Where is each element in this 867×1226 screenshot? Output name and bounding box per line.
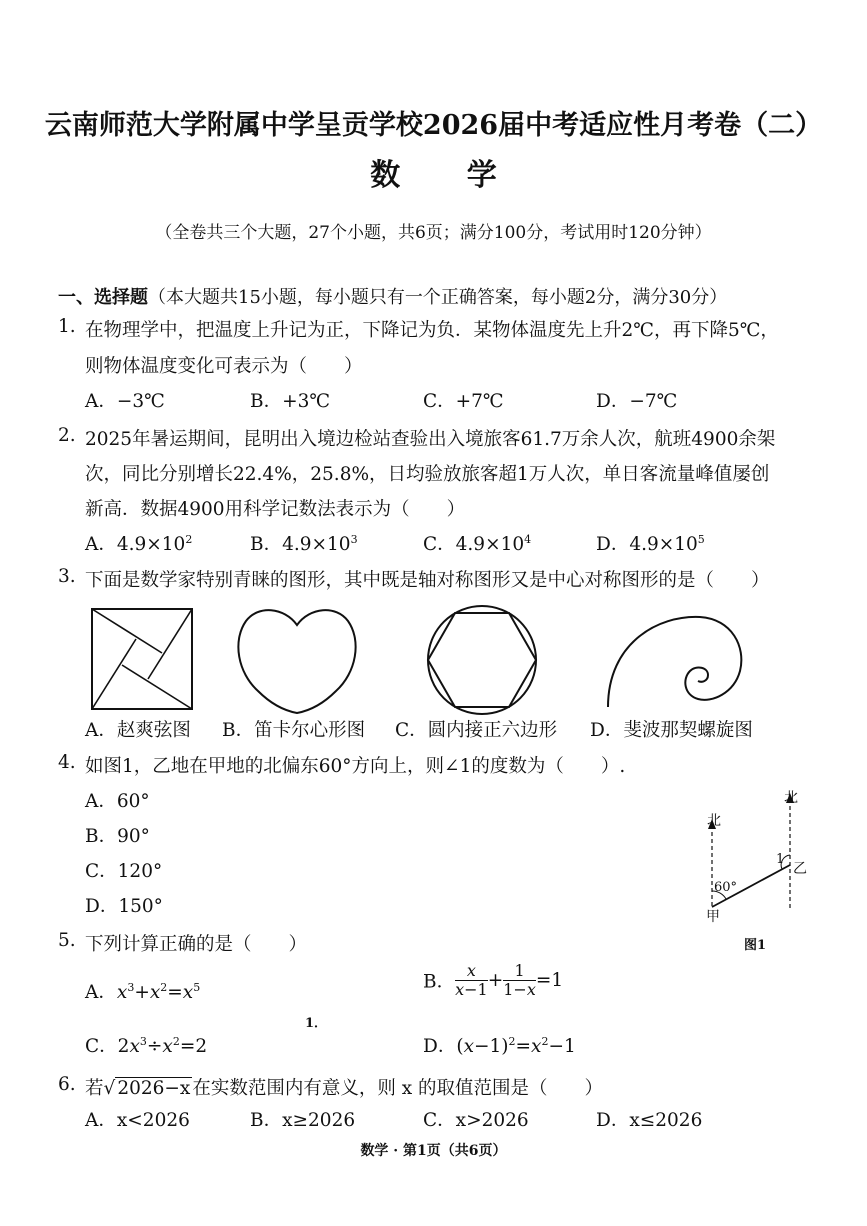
q2-num: 2. [58,425,76,446]
figure-label-yi: 乙 [793,861,807,877]
q3-num: 3. [58,566,76,587]
q2-option-c: C．$4.9\times 10^4$ [423,532,532,555]
subject-title: 数 学 [370,158,525,193]
q3-option-c: C．圆内接正六边形 [395,720,558,741]
q1-num: 1. [58,316,76,337]
q3-option-d: D．斐波那契螺旋图 [590,720,753,741]
q1-option-b: B．+3℃ [250,391,331,412]
q6-option-b: B．x≥2026 [250,1110,356,1131]
q6-num: 6. [58,1074,76,1095]
zhaoshuang-figure [90,607,194,711]
q2-line2: 次，同比分别增长22.4%，25.8%，日均验放旅客超1万人次，单日客流量峰值屡创 [85,464,770,485]
q3-option-a: A．赵爽弦图 [85,720,191,741]
q4-option-b: B．90° [85,826,150,847]
q6-option-c: C．x>2026 [423,1110,529,1131]
figure-angle-1: 1 [776,852,785,867]
q5-option-a: A．$x^3+x^2=x^5$ [85,980,201,1003]
cardioid-figure [234,603,360,715]
q1-line2: 则物体温度变化可表示为（ ） [85,356,363,377]
q6-line1: 若√ 2026−x 在实数范围内有意义，则 x 的取值范围是（ ） [85,1078,604,1099]
q5-option-d: D．$(x-1)^2=x^2-1$ [423,1034,576,1057]
q1-option-d: D．−7℃ [596,391,678,412]
q1-option-a: A．−3℃ [85,391,165,412]
q5-num: 5. [58,930,76,951]
q2-option-a: A．$4.9\times 10^2$ [85,532,193,555]
q5-option-c: C．$2x^3\div x^2=2$ [85,1034,208,1057]
q4-option-a: A．60° [85,791,150,812]
section-desc: （本大题共15小题，每小题只有一个正确答案，每小题2分，满分30分） [148,287,728,308]
q3-line1: 下面是数学家特别青睐的图形，其中既是轴对称图形又是中心对称图形的是（ ） [85,570,770,591]
q1-line1: 在物理学中，把温度上升记为正，下降记为负．某物体温度先上升2℃，再下降5℃， [85,320,779,341]
q4-option-c: C．120° [85,861,163,882]
q5-option-b: B． $\frac{x}{x-1}$ + $\frac{1}{1-x}$ =1 [423,961,564,999]
q4-line1: 如图1，乙地在甲地的北偏东60°方向上，则∠1的度数为（ ）. [85,756,626,777]
section-title: 一、选择题 [58,287,148,308]
q6-radicand: 2026−x [117,1078,191,1099]
stray-mark: 1． [305,1016,328,1031]
section-heading [58,283,727,309]
q3-option-b: B．笛卡尔心形图 [222,720,366,741]
hexagon-figure [425,603,539,717]
q5-line1: 下列计算正确的是（ ） [85,934,308,955]
q4-option-d: D．150° [85,896,163,917]
exam-note: （全卷共三个大题，27个小题，共6页；满分100分，考试用时120分钟） [155,223,712,243]
q4-num: 4. [58,752,76,773]
q1-option-c: C．+7℃ [423,391,504,412]
figure-north-2: 北 [784,790,798,806]
q2-line3: 新高．数据4900用科学记数法表示为（ ） [85,499,466,520]
q2-option-b: B．$4.9\times 10^3$ [250,532,358,555]
figure-north-1: 北 [707,813,721,829]
page-footer: 数学 · 第1页（共6页） [360,1143,507,1159]
q2-option-d: D．$4.9\times 10^5$ [596,532,705,555]
figure-caption: 图1 [744,938,767,953]
exam-title: 云南师范大学附属中学呈贡学校2026届中考适应性月考卷（二） [44,110,823,141]
q2-line1: 2025年暑运期间，昆明出入境边检站查验出入境旅客61.7万余人次，航班4900余架 [85,429,776,450]
figure-angle-60: 60° [714,880,738,895]
figure-label-jia: 甲 [706,909,720,925]
q6-option-d: D．x≤2026 [596,1110,703,1131]
spiral-figure [600,603,750,713]
q6-option-a: A．x<2026 [85,1110,190,1131]
